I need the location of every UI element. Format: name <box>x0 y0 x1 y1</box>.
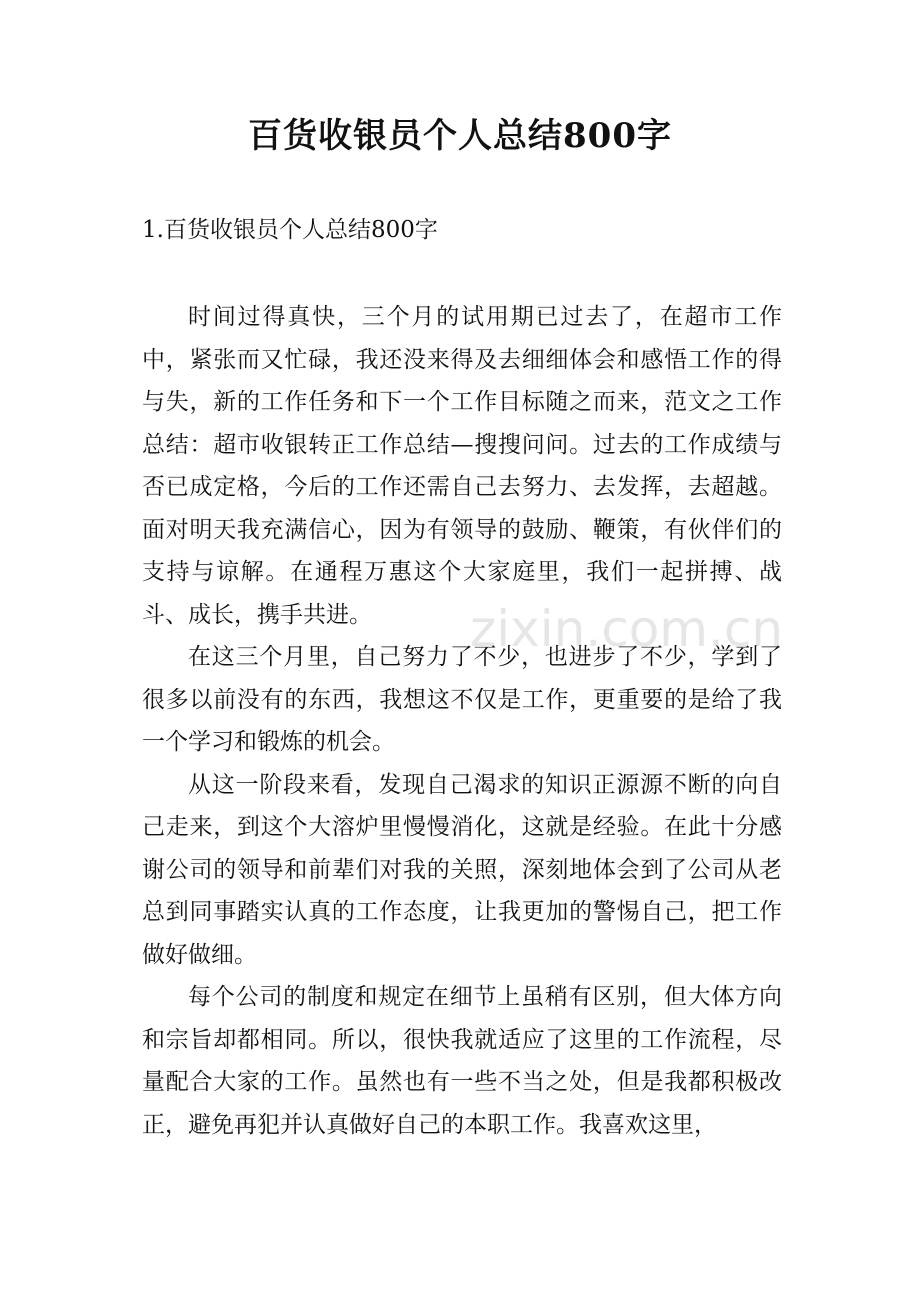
paragraph: 从这一阶段来看，发现自己渴求的知识正源源不断的向自己走来，到这个大溶炉里慢慢消化，这就是经验。在此十分感谢公司的领导和前辈们对我的关照，深刻地体会到了公司从老总到同事踏实认真的工作态度，让我更加的警惕自己，把工作做好做细。 <box>142 771 782 968</box>
watermark: zixin.com.cn <box>470 600 784 658</box>
section-heading: 1.百货收银员个人总结800字 <box>142 217 438 243</box>
paragraph: 每个公司的制度和规定在细节上虽稍有区别，但大体方向和宗旨却都相同。所以，很快我就适应了这里的工作流程，尽量配合大家的工作。虽然也有一些不当之处，但是我都积极改正，避免再犯并认真做好自己的本职工作。我喜欢这里， <box>142 984 782 1138</box>
paragraph: 在这三个月里，自己努力了不少，也进步了不少，学到了很多以前没有的东西，我想这不仅是工作，更重要的是给了我一个学习和锻炼的机会。 <box>142 644 782 755</box>
paragraph: 时间过得真快，三个月的试用期已过去了，在超市工作中，紧张而又忙碌，我还没来得及去细细体会和感悟工作的得与失，新的工作任务和下一个工作目标随之而来，范文之工作总结：超市收银转正工作总结—搜搜问问。过去的工作成绩与否已成定格，今后的工作还需自己去努力、去发挥，去超越。面对明天我充满信心，因为有领导的鼓励、鞭策，有伙伴们的支持与谅解。在通程万惠这个大家庭里，我们一起拼搏、战斗、成长，携手共进。 <box>142 304 782 628</box>
document-body <box>142 296 782 1146</box>
document-title: 百货收银员个人总结800字 <box>248 116 672 156</box>
